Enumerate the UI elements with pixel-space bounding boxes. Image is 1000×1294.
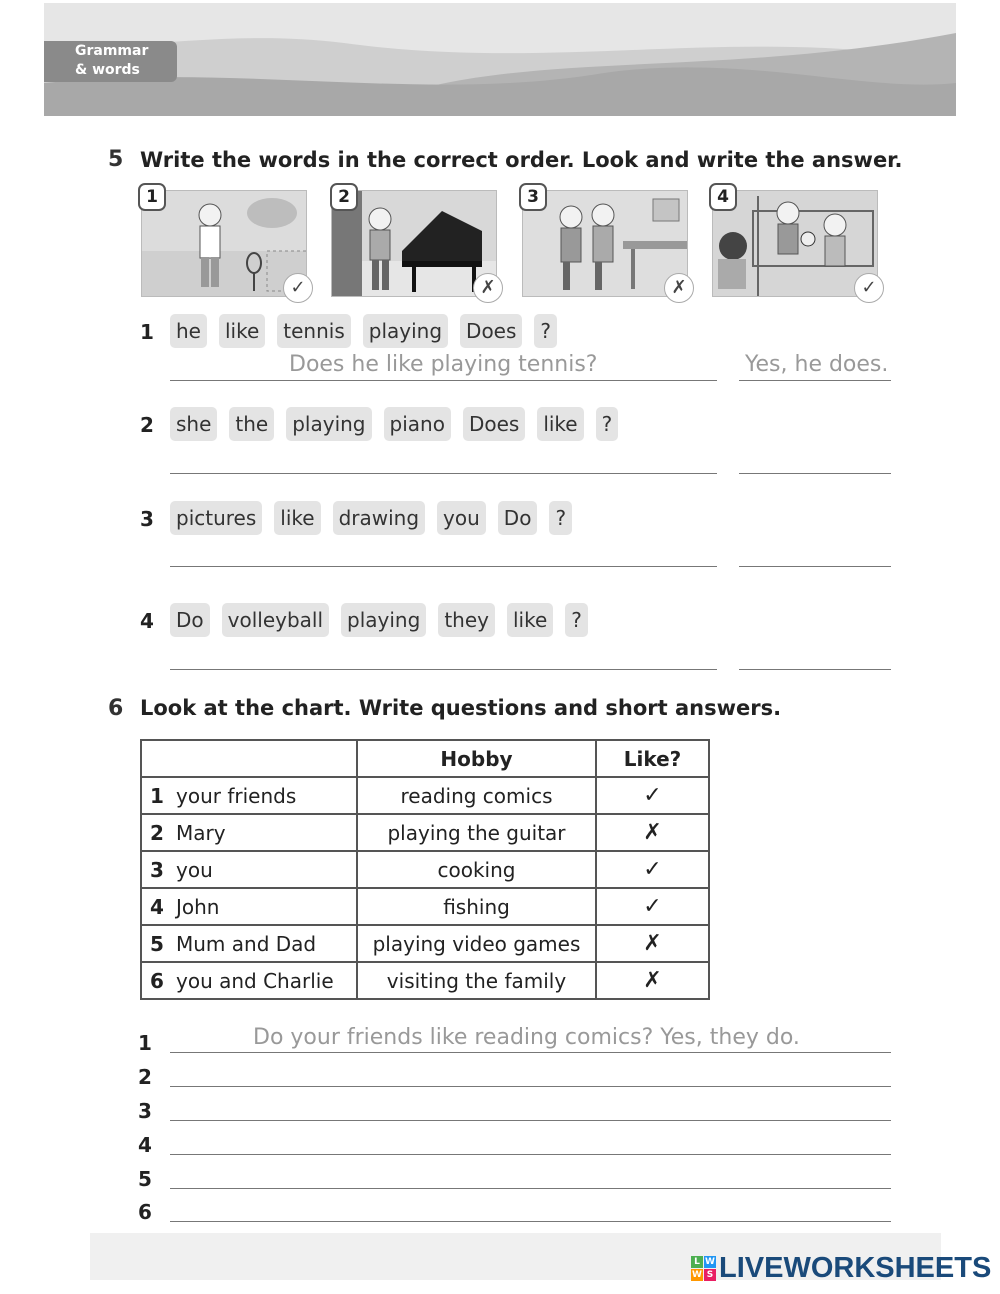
picture-4-children-volleyball xyxy=(712,190,878,297)
word-chip[interactable]: tennis xyxy=(277,314,350,348)
answer-line[interactable] xyxy=(170,1221,891,1222)
answer-line[interactable] xyxy=(170,1052,891,1053)
hobby-cell: reading comics xyxy=(357,777,596,814)
short-answer-line[interactable] xyxy=(739,566,891,567)
table-header-row xyxy=(141,740,709,777)
word-chip[interactable]: they xyxy=(438,603,495,637)
answer-text[interactable]: Do your friends like reading comics? Yes, they do. xyxy=(253,1025,800,1050)
table-header-cell: Like? xyxy=(596,740,709,777)
word-chip[interactable]: he xyxy=(170,314,207,348)
hobby-cell: visiting the family xyxy=(357,962,596,999)
row-number: 5 xyxy=(150,931,164,956)
question-line[interactable] xyxy=(170,473,717,474)
picture-number-1: 1 xyxy=(138,183,166,211)
answer-line[interactable] xyxy=(170,1188,891,1189)
word-chip[interactable]: playing xyxy=(363,314,448,348)
cross-icon: ✗ xyxy=(473,273,503,303)
answer-number: 6 xyxy=(138,1200,152,1224)
word-chip[interactable]: ? xyxy=(534,314,557,348)
logo-text: LIVEWORKSHEETS xyxy=(719,1252,992,1284)
word-chips-2 xyxy=(170,407,618,441)
picture-1-boy-tennis xyxy=(141,190,307,297)
word-chip[interactable]: pictures xyxy=(170,501,262,535)
table-header-cell: Hobby xyxy=(357,740,596,777)
table-row xyxy=(141,888,709,925)
answer-line[interactable] xyxy=(170,1154,891,1155)
person-cell: John xyxy=(176,894,220,919)
table-row xyxy=(141,925,709,962)
short-answer-line[interactable] xyxy=(739,473,891,474)
table-row xyxy=(141,851,709,888)
item-number: 4 xyxy=(140,609,154,633)
answer-number: 5 xyxy=(138,1167,152,1191)
word-chip[interactable]: ? xyxy=(596,407,619,441)
like-cell: ✓ xyxy=(596,777,709,814)
liveworksheets-logo[interactable] xyxy=(691,1252,991,1285)
item-number: 3 xyxy=(140,507,154,531)
word-chip[interactable]: Do xyxy=(498,501,538,535)
like-cell: ✓ xyxy=(596,851,709,888)
short-answer-line[interactable] xyxy=(739,380,891,381)
word-chip[interactable]: playing xyxy=(286,407,371,441)
row-number: 1 xyxy=(150,783,164,808)
answer-line[interactable] xyxy=(170,1086,891,1087)
word-chip[interactable]: the xyxy=(229,407,274,441)
tag-line-2: & words xyxy=(75,62,140,78)
word-chip[interactable]: playing xyxy=(341,603,426,637)
answer-number: 1 xyxy=(138,1031,152,1055)
picture-number-2: 2 xyxy=(330,183,358,211)
word-chips-1 xyxy=(170,314,557,348)
section-6-number: 6 xyxy=(108,696,124,721)
row-number: 3 xyxy=(150,857,164,882)
word-chip[interactable]: like xyxy=(274,501,320,535)
answer-number: 3 xyxy=(138,1099,152,1123)
word-chip[interactable]: Does xyxy=(460,314,522,348)
word-chips-4 xyxy=(170,603,588,637)
picture-number-4: 4 xyxy=(709,183,737,211)
word-chip[interactable]: piano xyxy=(384,407,451,441)
word-chip[interactable]: Does xyxy=(463,407,525,441)
like-cell: ✗ xyxy=(596,925,709,962)
like-cell: ✗ xyxy=(596,962,709,999)
question-line[interactable] xyxy=(170,669,717,670)
picture-number-3: 3 xyxy=(519,183,547,211)
person-cell: Mary xyxy=(176,820,226,845)
section-5-number: 5 xyxy=(108,147,124,172)
hobby-cell: cooking xyxy=(357,851,596,888)
answer-number: 4 xyxy=(138,1133,152,1157)
cross-icon: ✗ xyxy=(664,273,694,303)
tick-icon: ✓ xyxy=(854,273,884,303)
hobby-cell: playing video games xyxy=(357,925,596,962)
short-answer[interactable]: Yes, he does. xyxy=(745,352,889,377)
row-number: 2 xyxy=(150,820,164,845)
answer-line[interactable] xyxy=(170,1120,891,1121)
word-chip[interactable]: volleyball xyxy=(222,603,329,637)
row-number: 4 xyxy=(150,894,164,919)
person-cell: you xyxy=(176,857,213,882)
short-answer-line[interactable] xyxy=(739,669,891,670)
question-line[interactable] xyxy=(170,566,717,567)
person-cell: Mum and Dad xyxy=(176,931,317,956)
word-chip[interactable]: ? xyxy=(565,603,588,637)
logo-mark-icon: L W W S xyxy=(692,1257,715,1280)
like-cell: ✓ xyxy=(596,888,709,925)
person-cell: you and Charlie xyxy=(176,968,334,993)
item-number: 1 xyxy=(140,320,154,344)
answer-number: 2 xyxy=(138,1065,152,1089)
word-chip[interactable]: she xyxy=(170,407,217,441)
word-chip[interactable]: like xyxy=(537,407,583,441)
table-row xyxy=(141,777,709,814)
word-chip[interactable]: you xyxy=(437,501,486,535)
word-chip[interactable]: like xyxy=(507,603,553,637)
section-5-title: Write the words in the correct order. Look and write the answer. xyxy=(140,148,903,172)
picture-3-boys-drawing xyxy=(522,190,688,297)
word-chips-3 xyxy=(170,501,572,535)
word-chip[interactable]: drawing xyxy=(333,501,425,535)
question-answer[interactable]: Does he like playing tennis? xyxy=(289,352,598,377)
header-banner xyxy=(44,3,956,116)
section-6-title: Look at the chart. Write questions and short answers. xyxy=(140,696,782,720)
section-tag xyxy=(44,41,177,82)
table-row xyxy=(141,814,709,851)
hobby-chart-table xyxy=(140,739,710,1000)
word-chip[interactable]: like xyxy=(219,314,265,348)
table-header-cell xyxy=(141,740,357,777)
word-chip[interactable]: ? xyxy=(549,501,572,535)
like-cell: ✗ xyxy=(596,814,709,851)
row-number: 6 xyxy=(150,968,164,993)
tick-icon: ✓ xyxy=(283,273,313,303)
tag-line-1: Grammar xyxy=(75,43,149,59)
table-row xyxy=(141,962,709,999)
word-chip[interactable]: Do xyxy=(170,603,210,637)
hobby-cell: playing the guitar xyxy=(357,814,596,851)
item-number: 2 xyxy=(140,413,154,437)
question-line[interactable] xyxy=(170,380,717,381)
hobby-cell: fishing xyxy=(357,888,596,925)
person-cell: your friends xyxy=(176,783,297,808)
